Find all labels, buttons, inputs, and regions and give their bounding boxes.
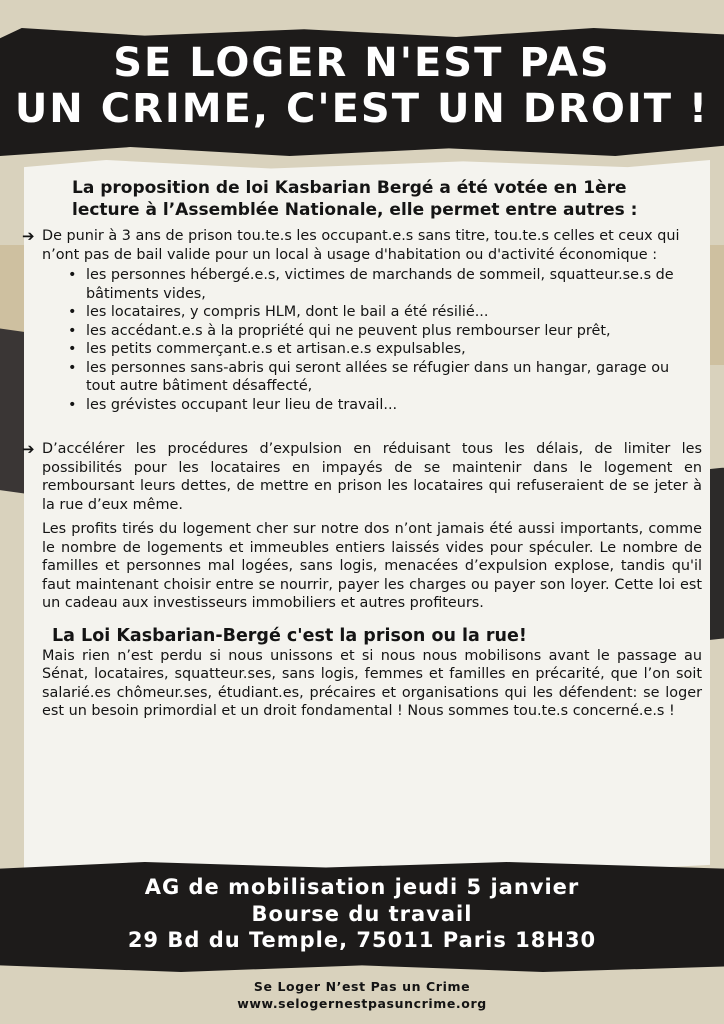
event-title: AG de mobilisation jeudi 5 janvier [144,875,580,899]
headline-line-1: SE LOGER N'EST PAS [113,40,611,86]
list-item: • les locataires, y compris HLM, dont le bail a été résilié... [66,303,702,322]
organization-name: Se Loger N’est Pas un Crime [253,979,471,994]
website-url: www.selogernestpasuncrime.org [237,996,487,1011]
footer [0,978,724,1012]
arrow-icon: ➔ [22,227,35,245]
flyer-body [22,178,702,721]
subheading: La Loi Kasbarian-Bergé c'est la prison ou la rue! [52,625,527,646]
event-venue: Bourse du travail [251,901,473,926]
intro-text: La proposition de loi Kasbarian Bergé a été votée en 1ère lecture à l’Assemblée Nationale, elle permet entre autres : [72,178,638,220]
call-paragraph: Mais rien n’est perdu si nous unissons et si nous nous mobilisons avant le passage au Sénat, locataires, squatteur.ses, sans logis, femmes et familles en précarité, que l’on soit salarié.es chômeur.ses, étudiant.es, précaires et organisations qui les défendent: se loger est un besoin primordial et un droit fondamental ! Nous sommes tou.te.s concerné.e.s ! [42,647,702,719]
event-address: 29 Bd du Temple, 75011 Paris 18H30 [127,928,597,952]
arrow-icon: ➔ [22,440,35,458]
punish-lead: De punir à 3 ans de prison tou.te.s les occupant.e.s sans titre, tou.te.s celles et ceux qui n’ont pas de bail valide pour un local à usage d'habitation ou d'activité économique : [42,228,680,263]
event-info [0,874,724,954]
headline [0,40,724,132]
accelerate-block [22,440,702,514]
list-item: • les grévistes occupant leur lieu de travail... [66,396,702,415]
list-item: • les personnes hébergé.e.s, victimes de marchands de sommeil, squatteur.se.s de bâtiments vides, [66,266,702,303]
list-item: • les personnes sans-abris qui seront allées se réfugier dans un hangar, garage ou tout autre bâtiment désaffecté, [66,359,702,396]
profits-paragraph: Les profits tirés du logement cher sur notre dos n’ont jamais été aussi importants, comme le nombre de logements et immeubles entiers laissés vides pour spéculer. Le nombre de familles et personnes mal logées, sans logis, menacées d’expulsion explose, tandis qu'il faut maintenant choisir entre se nourrir, payer les charges ou payer son loyer. Cette loi est un cadeau aux investisseurs immobiliers et autres profiteurs. [42,521,702,611]
headline-line-2: UN CRIME, C'EST UN DROIT ! [14,86,710,132]
list-item: • les accédant.e.s à la propriété qui ne peuvent plus rembourser leur prêt, [66,322,702,341]
punish-list [66,266,702,414]
accelerate-text: D’accélérer les procédures d’expulsion en réduisant tous les délais, de limiter les possibilités pour les locataires en impayés de se maintenir dans le logement en remboursant leurs dettes, de mettre en prison les locataires qui refuseraient de se jeter à la rue d’eux même. [42,441,702,513]
list-item: • les petits commerçant.e.s et artisan.e.s expulsables, [66,340,702,359]
punish-block [22,227,702,414]
